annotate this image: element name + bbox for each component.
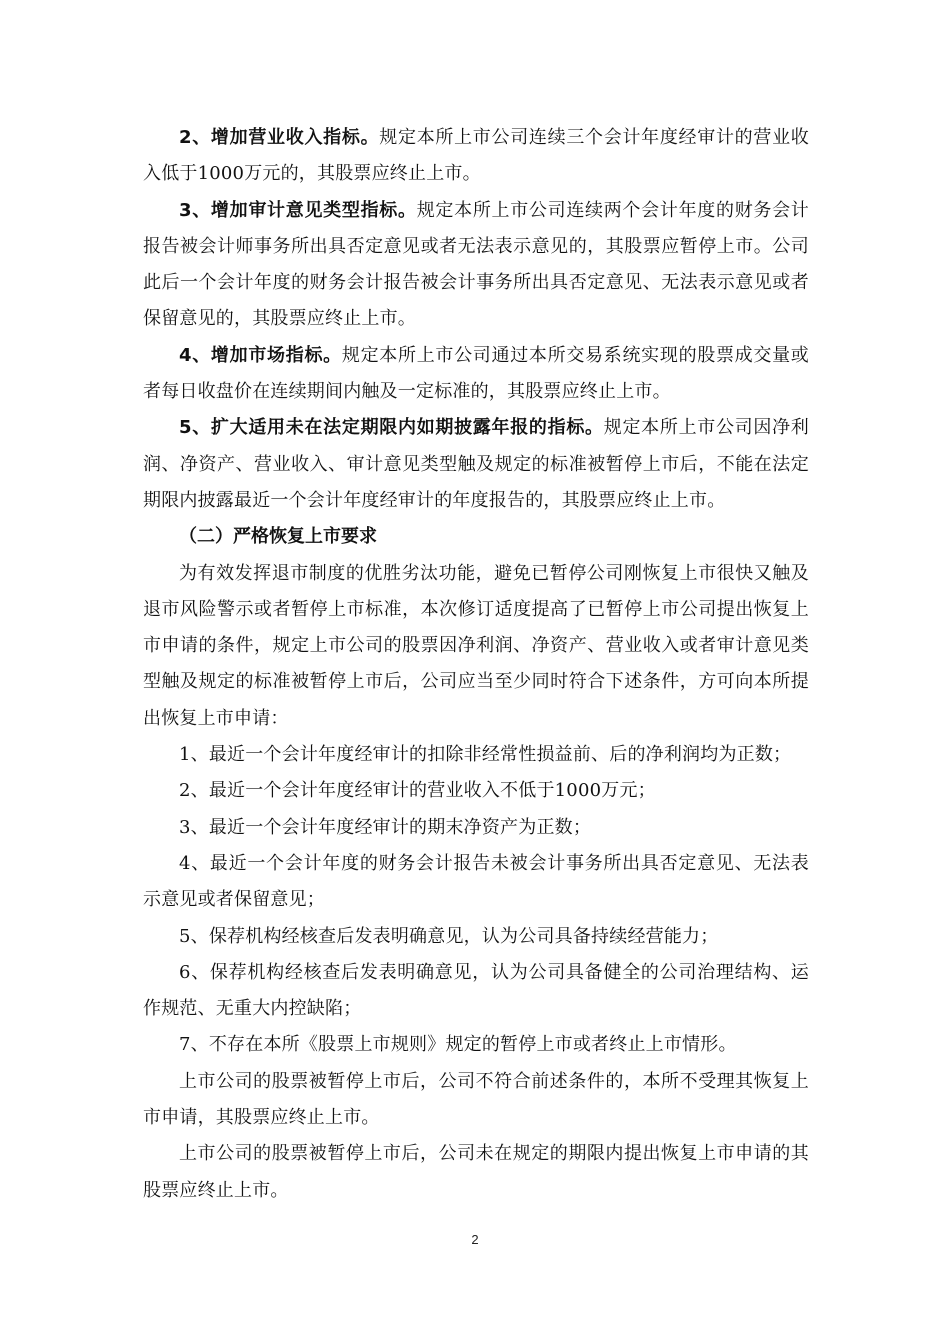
closing-paragraph-2: 上市公司的股票被暂停上市后，公司未在规定的期限内提出恢复上市申请的其股票应终止上市。 xyxy=(143,1143,809,1201)
condition-item-1: 1、最近一个会计年度经审计的扣除非经常性损益前、后的净利润均为正数； xyxy=(179,744,792,766)
paragraph-lead: 2、增加营业收入指标。 xyxy=(179,127,380,148)
paragraph-body: 规定本所上市公司通过本所交易系统实现的股票成交量或者每日收盘价在连续期间内触及一定标准的，其股票应终止上市。 xyxy=(143,344,809,403)
paragraph-annual-report-indicator xyxy=(143,410,809,519)
paragraph-market-indicator xyxy=(143,338,809,411)
condition-item-4: 4、最近一个会计年度的财务会计报告未被会计事务所出具否定意见、无法表示意见或者保留意见； xyxy=(143,852,809,911)
condition-item-6: 6、保荐机构经核查后发表明确意见，认为公司具备健全的公司治理结构、运作规范、无重大内控缺陷； xyxy=(143,961,809,1020)
page-number: 2 xyxy=(471,1232,479,1247)
condition-item-3: 3、最近一个会计年度经审计的期末净资产为正数； xyxy=(179,816,592,838)
condition-item-7: 7、不存在本所《股票上市规则》规定的暂停上市或者终止上市情形。 xyxy=(179,1034,737,1056)
section-heading: （二）严格恢复上市要求 xyxy=(179,526,377,548)
paragraph-lead: 4、增加市场指标。 xyxy=(179,344,342,366)
condition-item-2: 2、最近一个会计年度经审计的营业收入不低于1000万元； xyxy=(179,780,656,802)
document-page xyxy=(143,120,809,1209)
section-intro-paragraph: 为有效发挥退市制度的优胜劣汰功能，避免已暂停公司刚恢复上市很快又触及退市风险警示或者暂停上市标准，本次修订适度提高了已暂停上市公司提出恢复上市申请的条件，规定上市公司的股票因净利润、净资产、营业收入或者审计意见类型触及规定的标准被暂停上市后，公司应当至少同时符合下述条件，方可向本所提出恢复上市申请： xyxy=(143,562,809,729)
condition-item-5: 5、保荐机构经核查后发表明确意见，认为公司具备持续经营能力； xyxy=(179,925,719,947)
paragraph-body: 规定本所上市公司连续两个会计年度的财务会计报告被会计师事务所出具否定意见或者无法表示意见的，其股票应暂停上市。公司此后一个会计年度的财务会计报告被会计事务所出具否定意见、无法表示意见或者保留意见的，其股票应终止上市。 xyxy=(143,199,810,330)
paragraph-audit-opinion-indicator xyxy=(143,193,809,338)
closing-paragraph-1: 上市公司的股票被暂停上市后，公司不符合前述条件的，本所不受理其恢复上市申请，其股票应终止上市。 xyxy=(143,1070,809,1129)
paragraph-lead: 3、增加审计意见类型指标。 xyxy=(179,199,417,221)
paragraph-lead: 5、扩大适用未在法定期限内如期披露年报的指标。 xyxy=(179,417,604,439)
paragraph-body: 规定本所上市公司因净利润、净资产、营业收入、审计意见类型触及规定的标准被暂停上市后，不能在法定期限内披露最近一个会计年度经审计的年度报告的，其股票应终止上市。 xyxy=(143,417,810,511)
paragraph-revenue-indicator xyxy=(143,120,809,193)
paragraph-body: 规定本所上市公司连续三个会计年度经审计的营业收入低于1000万元的，其股票应终止上市。 xyxy=(143,127,809,185)
